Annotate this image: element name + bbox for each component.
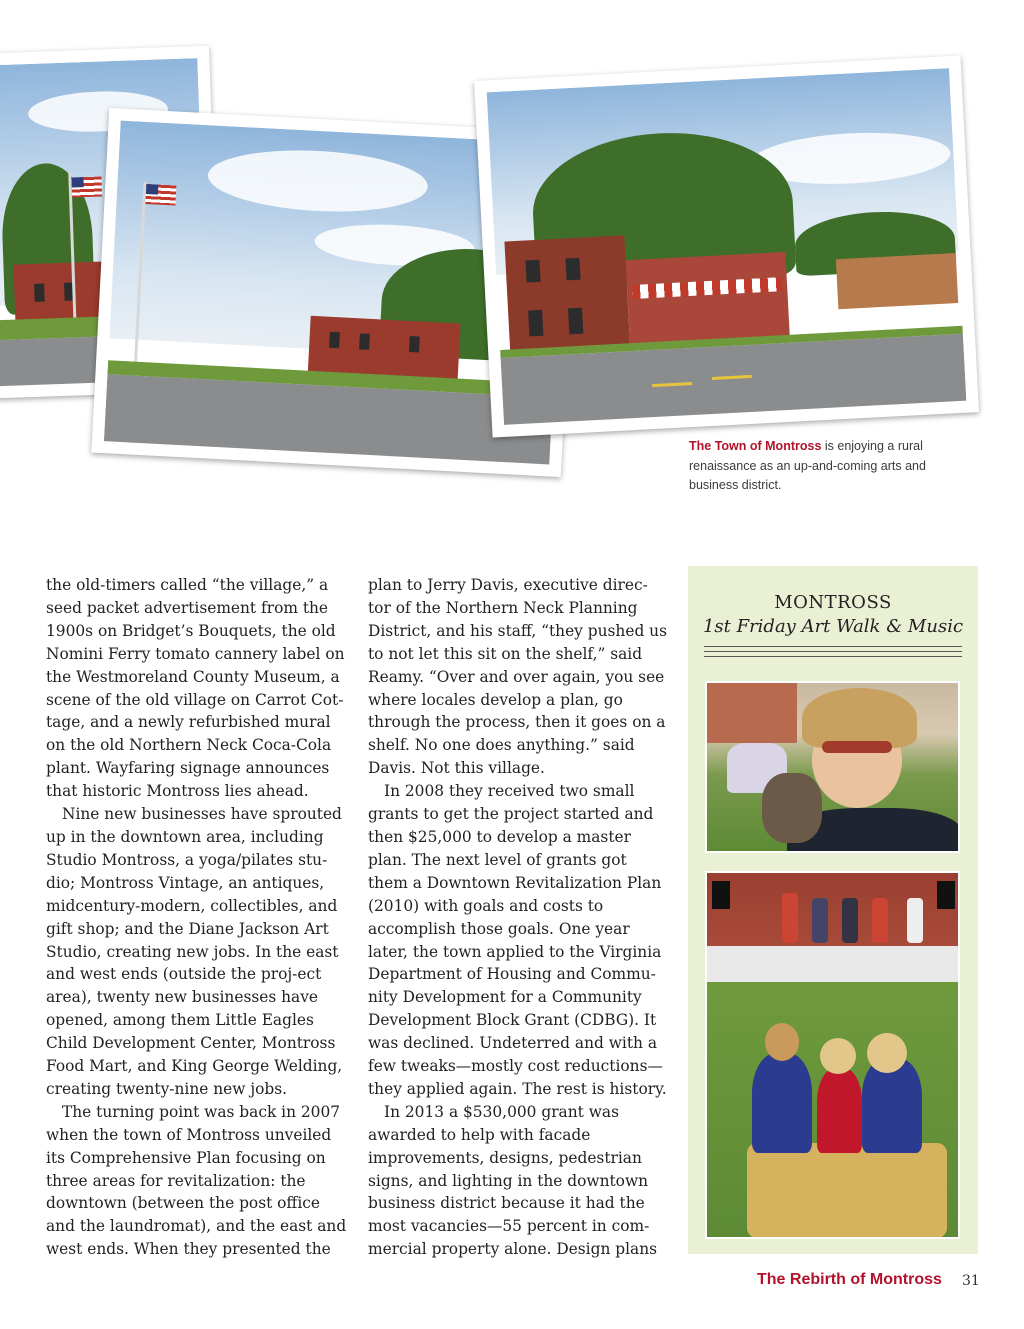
section-title-footer: The Rebirth of Montross <box>757 1271 942 1288</box>
sidebar-art-walk <box>688 566 978 1254</box>
paragraph: In 2013 a $530,000 grant was awarded to help with facade improvements, designs, pedestrian signs, and lighting in the downtown business district because it had the most vacancies—55 percent in com-mercial property alone. Design plans <box>368 1102 658 1259</box>
divider <box>704 646 962 647</box>
paragraph: In 2008 they received two small grants to get the project started and then $25,000 to develop a master plan. The next level of grants got them a Downtown Revitalization Plan (2010) with goals and costs to accomplish those goals. One year later, the town applied to the Virginia Department of Housing and Commu-nity Development for a Community Development Block Grant (CDBG). It was declined. Undeterred and with a few tweaks—mostly cost reductions—they applied again. The rest is history. <box>368 782 667 1098</box>
photo-caption <box>689 437 949 496</box>
photo-woman-with-dog <box>705 681 960 853</box>
paragraph: the old-timers called “the village,” a seed packet advertisement from the 1900s on Bridget’s Bouquets, the old Nomini Ferry tomato cannery label on the Westmoreland County Museum, a scene of the old village on Carrot Cot-tage, and a newly refurbished mural on the old Northern Neck Coca-Cola plant. Wayfaring signage announces that historic Montross lies ahead. <box>46 576 345 801</box>
divider <box>704 651 962 652</box>
divider <box>704 656 962 657</box>
sidebar-title: MONTROSS <box>774 592 892 613</box>
article-column-1 <box>46 574 350 1261</box>
article-column-2 <box>368 574 668 1261</box>
sidebar-subtitle: 1st Friday Art Walk & Music <box>702 616 964 637</box>
paragraph: plan to Jerry Davis, executive direc-tor of the Northern Neck Planning District, and his staff, “they pushed us to not let this sit on the shelf,” said Reamy. “Over and over again, you see where locales develop a plan, go through the process, then it goes on a shelf. No one does anything.” said Davis. Not this village. <box>368 576 667 778</box>
photo-main-street <box>474 56 979 438</box>
caption-highlight: The Town of Montross <box>689 439 822 453</box>
paragraph: The turning point was back in 2007 when the town of Montross unveiled its Comprehensive Plan focusing on three areas for revitalization: the downtown (between the post office and the laundromat), and the east and west ends. When they presented the <box>46 1102 347 1259</box>
photo-kids-watching-band <box>705 871 960 1239</box>
caption-text: is enjoying a rural renaissance as an up-and-coming arts and business district. <box>689 439 926 492</box>
page-number: 31 <box>962 1273 980 1289</box>
paragraph: Nine new businesses have sprouted up in the downtown area, including Studio Montross, a yoga/pilates stu-dio; Montross Vintage, an antiques, midcentury-modern, collectibles, and gift shop; and the Diane Jackson Art Studio, creating new jobs. In the east and west ends (outside the proj-ect area), twenty new businesses have opened, among them Little Eagles Child Development Center, Montross Food Mart, and King George Welding, creating twenty-nine new jobs. <box>46 805 343 1098</box>
